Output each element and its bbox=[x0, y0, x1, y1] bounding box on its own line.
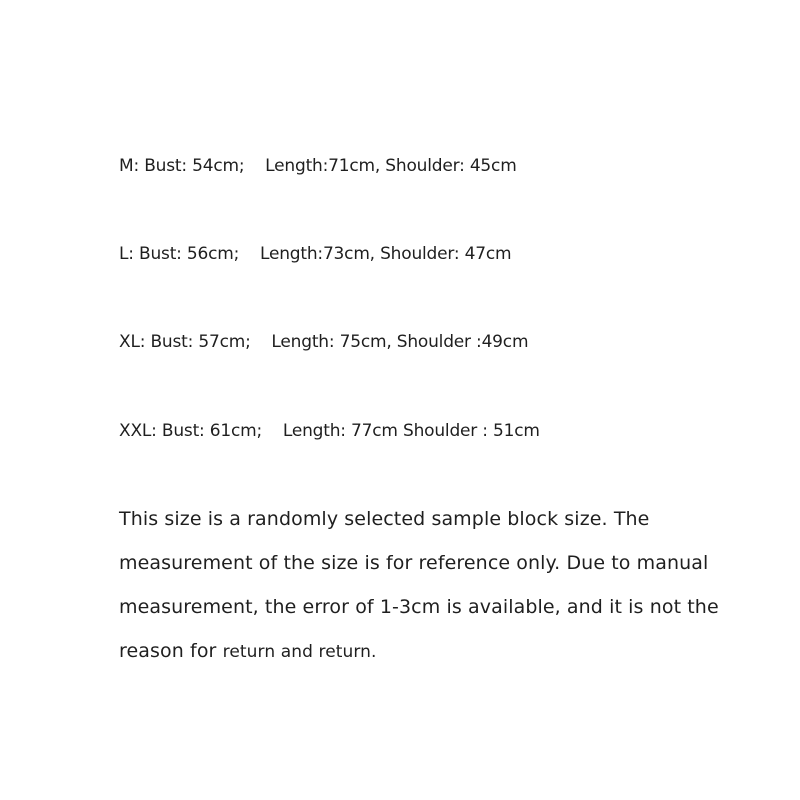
size-m-measurements: M: Bust: 54cm; Length:71cm, Shoulder: 45cm bbox=[119, 156, 517, 176]
note-line-3: measurement, the error of 1-3cm is available, and it is not the bbox=[119, 596, 719, 618]
note-line-1: This size is a randomly selected sample block size. The bbox=[119, 508, 650, 530]
note-line-4-suffix: return and return. bbox=[222, 642, 377, 662]
size-xxl-measurements: XXL: Bust: 61cm; Length: 77cm Shoulder : 51cm bbox=[119, 421, 540, 441]
size-l-measurements: L: Bust: 56cm; Length:73cm, Shoulder: 47cm bbox=[119, 244, 512, 264]
size-xl-measurements: XL: Bust: 57cm; Length: 75cm, Shoulder :49cm bbox=[119, 332, 529, 352]
note-line-4 bbox=[119, 638, 377, 665]
note-line-4-prefix: reason for bbox=[119, 640, 223, 662]
note-line-2: measurement of the size is for reference only. Due to manual bbox=[119, 552, 709, 574]
